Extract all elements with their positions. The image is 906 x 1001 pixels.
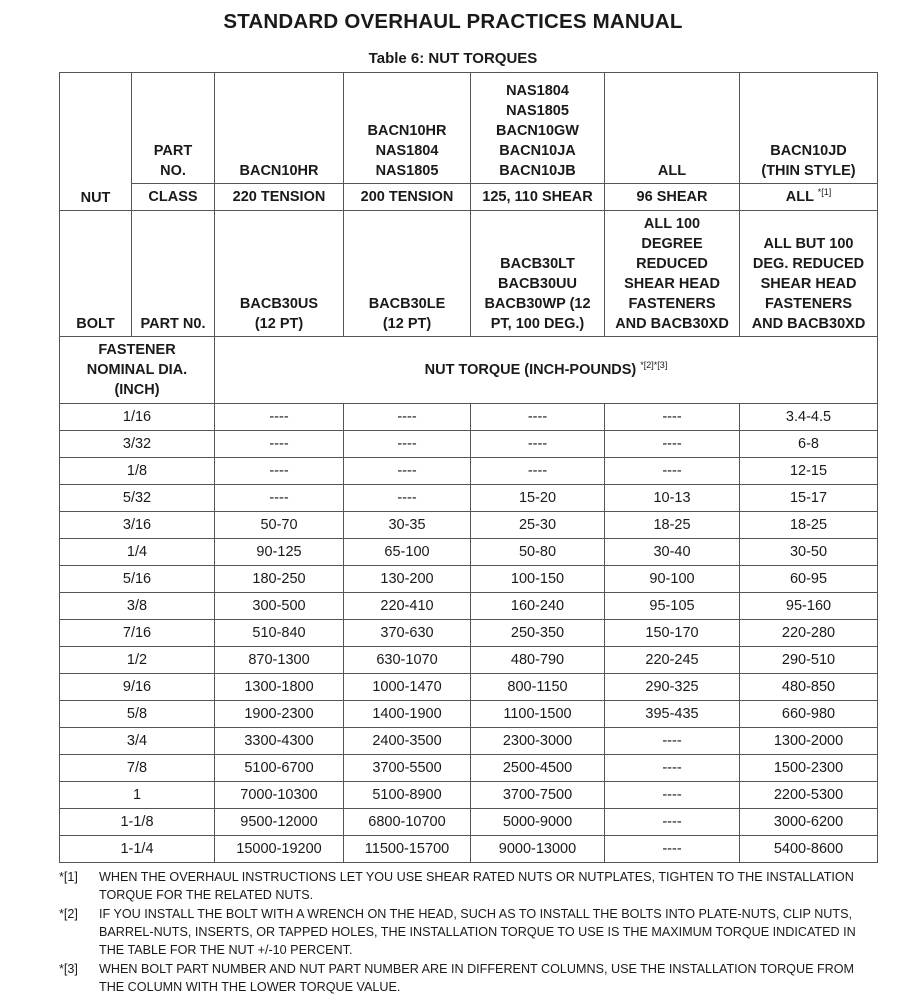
torque-cell: 90-125 <box>215 539 344 566</box>
footnote-ref: *[1] <box>817 187 832 197</box>
bolt-label-cell <box>60 211 132 337</box>
class-value: 96 SHEAR <box>636 189 708 205</box>
bolt-part-cell <box>344 211 471 337</box>
fastener-dia-cell: 1/16 <box>60 404 215 431</box>
nut-part-cell <box>740 73 878 184</box>
torque-cell: ---- <box>344 458 471 485</box>
fastener-dia-header <box>60 337 215 404</box>
torque-cell: 15000-19200 <box>215 836 344 863</box>
class-cell <box>740 184 878 211</box>
nut-part-line: ALL <box>657 163 687 179</box>
bolt-part-line: BACB30LE <box>368 296 446 312</box>
nut-part-line: NAS1804 <box>375 143 439 159</box>
bolt-part-line: DEGREE <box>641 236 703 252</box>
torque-cell: ---- <box>605 782 740 809</box>
torque-cell: 1300-2000 <box>740 728 878 755</box>
fastener-dia-cell: 7/8 <box>60 755 215 782</box>
torque-cell: 1400-1900 <box>344 701 471 728</box>
bolt-part-line: FASTENERS <box>764 296 852 312</box>
torque-cell: 220-245 <box>605 647 740 674</box>
torque-cell: 1000-1470 <box>344 674 471 701</box>
fastener-dia-cell: 1/2 <box>60 647 215 674</box>
torque-cell: 395-435 <box>605 701 740 728</box>
torque-cell: 1900-2300 <box>215 701 344 728</box>
torque-cell: 100-150 <box>471 566 605 593</box>
torque-cell: 95-160 <box>740 593 878 620</box>
torque-cell: 15-17 <box>740 485 878 512</box>
torque-cell: ---- <box>605 431 740 458</box>
fastener-dia-cell: 1 <box>60 782 215 809</box>
class-cell <box>471 184 605 211</box>
class-cell <box>605 184 740 211</box>
table-row <box>60 458 878 485</box>
bolt-part-row <box>60 211 878 337</box>
fastener-dia-cell: 9/16 <box>60 674 215 701</box>
torque-cell: 9000-13000 <box>471 836 605 863</box>
bolt-part-line: BACB30LT <box>500 256 575 272</box>
bolt-part-no-header <box>132 211 215 337</box>
torque-cell: 220-280 <box>740 620 878 647</box>
fastener-dia-cell: 3/4 <box>60 728 215 755</box>
torque-cell: 6800-10700 <box>344 809 471 836</box>
torque-cell: ---- <box>215 404 344 431</box>
footnote-mark: *[3] <box>59 962 78 976</box>
torque-cell: 370-630 <box>344 620 471 647</box>
torque-cell: ---- <box>605 728 740 755</box>
torque-cell: 630-1070 <box>344 647 471 674</box>
nut-part-cell <box>215 73 344 184</box>
torque-cell: ---- <box>605 836 740 863</box>
fastener-label-line: (INCH) <box>114 382 160 398</box>
table-row <box>60 566 878 593</box>
fastener-dia-cell: 3/32 <box>60 431 215 458</box>
torque-cell: 480-790 <box>471 647 605 674</box>
table-row <box>60 512 878 539</box>
torque-cell: ---- <box>215 431 344 458</box>
torque-cell: 30-35 <box>344 512 471 539</box>
nut-part-cell <box>605 73 740 184</box>
bolt-part-line: SHEAR HEAD <box>624 276 720 292</box>
torque-cell: 660-980 <box>740 701 878 728</box>
torque-cell: 25-30 <box>471 512 605 539</box>
table-row <box>60 836 878 863</box>
torque-cell: 510-840 <box>215 620 344 647</box>
fastener-dia-cell: 1-1/8 <box>60 809 215 836</box>
table-row <box>60 593 878 620</box>
torque-cell: 9500-12000 <box>215 809 344 836</box>
fastener-label-line: FASTENER <box>98 342 176 358</box>
bolt-part-line: BACB30UU <box>498 276 577 292</box>
footnote-mark: *[2] <box>59 907 78 921</box>
part-no-label-line: PART <box>153 143 193 159</box>
torque-cell: 15-20 <box>471 485 605 512</box>
nut-part-line: NAS1804 <box>506 83 569 99</box>
torque-cell: 150-170 <box>605 620 740 647</box>
table-row <box>60 647 878 674</box>
bolt-part-line: ALL 100 <box>643 216 701 232</box>
class-value: 200 TENSION <box>360 189 454 205</box>
table-row <box>60 539 878 566</box>
torque-cell: ---- <box>471 458 605 485</box>
torque-cell: 160-240 <box>471 593 605 620</box>
fastener-dia-cell: 1/4 <box>60 539 215 566</box>
footnote-text: WHEN THE OVERHAUL INSTRUCTIONS LET YOU USE SHEAR RATED NUTS OR NUTPLATES, TIGHTEN TO THE INSTALLATION TORQUE FOR THE RELATED NUTS. <box>99 870 854 902</box>
nut-label: NUT <box>80 190 111 206</box>
bolt-part-line: REDUCED <box>636 256 708 272</box>
table-row <box>60 701 878 728</box>
torque-cell: 5100-6700 <box>215 755 344 782</box>
bolt-part-line: (12 PT) <box>254 316 304 332</box>
torque-cell: 1300-1800 <box>215 674 344 701</box>
torque-cell: ---- <box>344 431 471 458</box>
bolt-part-line: SHEAR HEAD <box>760 276 857 292</box>
nut-part-line: BACN10HR <box>239 163 319 179</box>
nut-part-line: NAS1805 <box>506 103 569 119</box>
torque-cell: 11500-15700 <box>344 836 471 863</box>
class-value: 125, 110 SHEAR <box>482 189 593 205</box>
torque-cell: 50-80 <box>471 539 605 566</box>
table-row <box>60 404 878 431</box>
torque-cell: 60-95 <box>740 566 878 593</box>
class-value: 220 TENSION <box>232 189 326 205</box>
torque-cell: 2300-3000 <box>471 728 605 755</box>
table-title: Table 6: NUT TORQUES <box>368 50 538 67</box>
torque-cell: 2500-4500 <box>471 755 605 782</box>
class-label: CLASS <box>148 189 198 205</box>
torque-cell: 50-70 <box>215 512 344 539</box>
table-row <box>60 782 878 809</box>
table-row <box>60 755 878 782</box>
part-no-header <box>132 73 215 184</box>
torque-cell: 5100-8900 <box>344 782 471 809</box>
part-no-label-line: NO. <box>160 163 186 179</box>
footnote-text: WHEN BOLT PART NUMBER AND NUT PART NUMBER ARE IN DIFFERENT COLUMNS, USE THE INSTALLATION TORQUE FROM THE COLUMN WITH THE LOWER TORQUE VALUE. <box>99 962 855 994</box>
torque-cell: 220-410 <box>344 593 471 620</box>
table-row <box>60 809 878 836</box>
fastener-dia-cell: 3/16 <box>60 512 215 539</box>
torque-cell: ---- <box>344 485 471 512</box>
torque-cell: 5400-8600 <box>740 836 878 863</box>
torque-cell: 300-500 <box>215 593 344 620</box>
manual-title: STANDARD OVERHAUL PRACTICES MANUAL <box>223 10 683 33</box>
torque-cell: 30-50 <box>740 539 878 566</box>
fastener-dia-cell: 5/32 <box>60 485 215 512</box>
torque-cell: 18-25 <box>740 512 878 539</box>
bolt-part-line: DEG. REDUCED <box>752 256 865 272</box>
class-label-cell <box>132 184 215 211</box>
footnote-text: IF YOU INSTALL THE BOLT WITH A WRENCH ON THE HEAD, SUCH AS TO INSTALL THE BOLTS INTO PLATE-NUTS, CLIP NUTS, BARREL-NUTS, INSERTS, OR TAPPED HOLES, THE INSTALLATION TORQUE TO USE IS THE MAXIMUM TORQUE INDICATED IN THE TABLE FOR THE NUT +/-10 PERCENT. <box>99 907 856 957</box>
bolt-part-cell <box>605 211 740 337</box>
torque-cell: 95-105 <box>605 593 740 620</box>
fastener-dia-cell: 1/8 <box>60 458 215 485</box>
torque-cell: ---- <box>215 485 344 512</box>
bolt-part-line: AND BACB30XD <box>615 316 729 332</box>
torque-cell: 2200-5300 <box>740 782 878 809</box>
footnote <box>59 960 879 996</box>
bolt-label: BOLT <box>76 316 115 332</box>
torque-cell: 3000-6200 <box>740 809 878 836</box>
nut-label-cell <box>60 73 132 211</box>
table-row <box>60 620 878 647</box>
torque-cell: 65-100 <box>344 539 471 566</box>
fastener-dia-cell: 7/16 <box>60 620 215 647</box>
class-value: ALL <box>785 189 814 205</box>
torque-cell: ---- <box>605 755 740 782</box>
bolt-part-line: ALL BUT 100 <box>763 236 854 252</box>
nut-torque-table <box>59 72 878 863</box>
nut-part-line: BACN10GW <box>496 123 579 139</box>
bolt-part-cell <box>471 211 605 337</box>
nut-part-cell <box>344 73 471 184</box>
fastener-dia-cell: 5/8 <box>60 701 215 728</box>
table-row <box>60 728 878 755</box>
torque-cell: 1100-1500 <box>471 701 605 728</box>
nut-part-cell <box>471 73 605 184</box>
class-cell <box>344 184 471 211</box>
table-row <box>60 485 878 512</box>
nut-part-line: BACN10JB <box>499 163 576 179</box>
nut-part-line: BACN10JA <box>499 143 576 159</box>
nut-part-line: NAS1805 <box>375 163 439 179</box>
bolt-part-line: AND BACB30XD <box>751 316 866 332</box>
nut-part-line: BACN10HR <box>367 123 447 139</box>
torque-cell: 5000-9000 <box>471 809 605 836</box>
nut-part-line: (THIN STYLE) <box>761 163 856 179</box>
bolt-part-label: PART N0. <box>140 316 206 332</box>
torque-cell: ---- <box>215 458 344 485</box>
torque-cell: 3300-4300 <box>215 728 344 755</box>
bolt-part-line: BACB30US <box>239 296 319 312</box>
fastener-dia-cell: 3/8 <box>60 593 215 620</box>
torque-cell: 130-200 <box>344 566 471 593</box>
torque-cell: ---- <box>605 458 740 485</box>
torque-cell: 290-510 <box>740 647 878 674</box>
torque-cell: 870-1300 <box>215 647 344 674</box>
torque-cell: ---- <box>605 404 740 431</box>
nut-part-row <box>60 73 878 184</box>
footnote <box>59 905 879 959</box>
bolt-part-cell <box>740 211 878 337</box>
torque-cell: 12-15 <box>740 458 878 485</box>
table-row <box>60 431 878 458</box>
bolt-part-line: PT, 100 DEG.) <box>490 316 585 332</box>
footnote-mark: *[1] <box>59 870 78 884</box>
torque-cell: 30-40 <box>605 539 740 566</box>
torque-cell: 180-250 <box>215 566 344 593</box>
torque-cell: 90-100 <box>605 566 740 593</box>
torque-label: NUT TORQUE (INCH-POUNDS) <box>424 362 637 378</box>
torque-cell: 3700-5500 <box>344 755 471 782</box>
fastener-dia-cell: 1-1/4 <box>60 836 215 863</box>
fastener-dia-cell: 5/16 <box>60 566 215 593</box>
torque-cell: 10-13 <box>605 485 740 512</box>
torque-cell: 290-325 <box>605 674 740 701</box>
footnote-ref: *[2]*[3] <box>640 360 668 370</box>
torque-cell: 3700-7500 <box>471 782 605 809</box>
torque-cell: ---- <box>605 809 740 836</box>
class-row <box>60 184 878 211</box>
bolt-part-line: FASTENERS <box>628 296 716 312</box>
footnote <box>59 868 879 904</box>
torque-cell: ---- <box>344 404 471 431</box>
torque-cell: 3.4-4.5 <box>740 404 878 431</box>
fastener-label-line: NOMINAL DIA. <box>86 362 188 378</box>
torque-cell: 250-350 <box>471 620 605 647</box>
torque-cell: 7000-10300 <box>215 782 344 809</box>
torque-cell: 2400-3500 <box>344 728 471 755</box>
bolt-part-line: (12 PT) <box>382 316 432 332</box>
torque-cell: 1500-2300 <box>740 755 878 782</box>
torque-cell: 800-1150 <box>471 674 605 701</box>
torque-header <box>215 337 878 404</box>
torque-cell: 6-8 <box>740 431 878 458</box>
torque-header-row <box>60 337 878 404</box>
table-row <box>60 674 878 701</box>
bolt-part-cell <box>215 211 344 337</box>
footnotes <box>59 868 879 997</box>
torque-cell: ---- <box>471 431 605 458</box>
class-cell <box>215 184 344 211</box>
torque-cell: ---- <box>471 404 605 431</box>
bolt-part-line: BACB30WP (12 <box>484 296 591 312</box>
nut-part-line: BACN10JD <box>770 143 847 159</box>
torque-cell: 480-850 <box>740 674 878 701</box>
torque-cell: 18-25 <box>605 512 740 539</box>
